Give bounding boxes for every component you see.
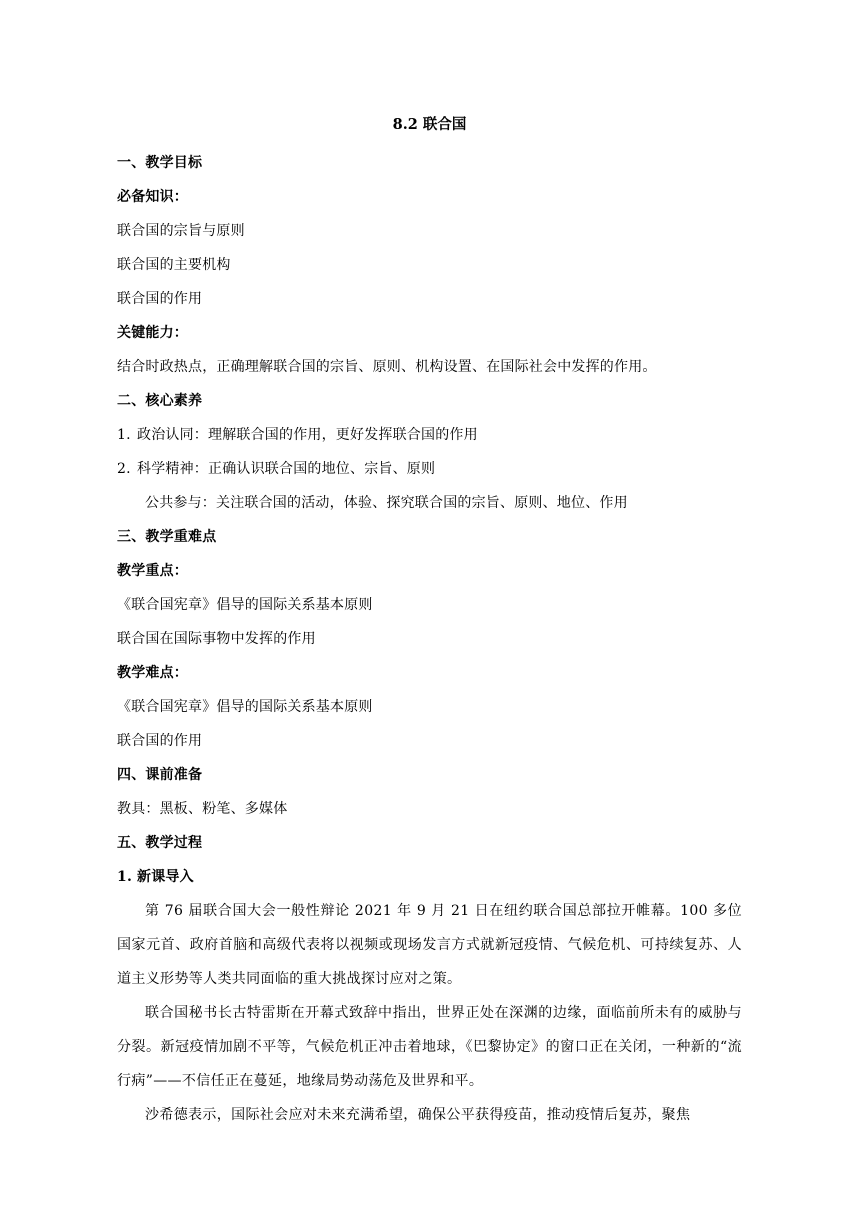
knowledge-item: 联合国的宗旨与原则 [117, 223, 245, 239]
body-paragraph: 联合国秘书长古特雷斯在开幕式致辞中指出，世界正处在深渊的边缘，面临前所未有的威胁与分裂。新冠疫情加剧不平等，气候危机正冲击着地球，《巴黎协定》的窗口正在关闭，一种新的“流行病”——不信任正在蔓延，地缘局势动荡危及世界和平。 [117, 1005, 742, 1089]
subheading-new-lesson-intro [117, 860, 742, 894]
list-number: 2. [117, 461, 131, 477]
difficulty-item: 联合国的作用 [117, 733, 203, 749]
subheading-required-knowledge: 必备知识： [117, 189, 188, 205]
preparation-text: 教具：黑板、粉笔、多媒体 [117, 801, 288, 817]
section-heading-core-literacy: 二、核心素养 [117, 393, 203, 409]
section-heading-objectives: 一、教学目标 [117, 155, 203, 171]
document-title: 8.2 联合国 [392, 116, 467, 133]
literacy-text: 科学精神：正确认识联合国的地位、宗旨、原则 [137, 461, 436, 477]
section-heading-process: 五、教学过程 [117, 835, 203, 851]
section-heading-key-points: 三、教学重难点 [117, 529, 217, 545]
literacy-text: 政治认同：理解联合国的作用，更好发挥联合国的作用 [137, 427, 478, 443]
knowledge-item: 联合国的作用 [117, 291, 203, 307]
subheading-teaching-focus: 教学重点： [117, 563, 188, 579]
subheading-teaching-difficulty: 教学难点： [117, 665, 188, 681]
literacy-item [117, 452, 742, 486]
subheading-key-ability: 关键能力： [117, 325, 188, 341]
body-paragraph: 沙希德表示，国际社会应对未来充满希望，确保公平获得疫苗，推动疫情后复苏，聚焦 [145, 1107, 691, 1123]
literacy-item [117, 418, 742, 452]
list-number: 1. [117, 427, 131, 443]
focus-item: 联合国在国际事物中发挥的作用 [117, 631, 316, 647]
document-content [117, 112, 742, 1132]
body-paragraph: 第 76 届联合国大会一般性辩论 2021 年 9 月 21 日在纽约联合国总部拉开帷幕。100 多位国家元首、政府首脑和高级代表将以视频或现场发言方式就新冠疫情、气候危机、可持续复苏、人道主义形势等人类共同面临的重大挑战探讨应对之策。 [117, 903, 742, 987]
subheading-text: 新课导入 [137, 869, 194, 885]
literacy-item: 公共参与：关注联合国的活动，体验、探究联合国的宗旨、原则、地位、作用 [145, 495, 628, 511]
key-ability-text: 结合时政热点，正确理解联合国的宗旨、原则、机构设置、在国际社会中发挥的作用。 [117, 359, 657, 375]
knowledge-item: 联合国的主要机构 [117, 257, 231, 273]
section-heading-preparation: 四、课前准备 [117, 767, 203, 783]
focus-item: 《联合国宪章》倡导的国际关系基本原则 [117, 597, 373, 613]
difficulty-item: 《联合国宪章》倡导的国际关系基本原则 [117, 699, 373, 715]
list-number: 1. [117, 869, 133, 885]
